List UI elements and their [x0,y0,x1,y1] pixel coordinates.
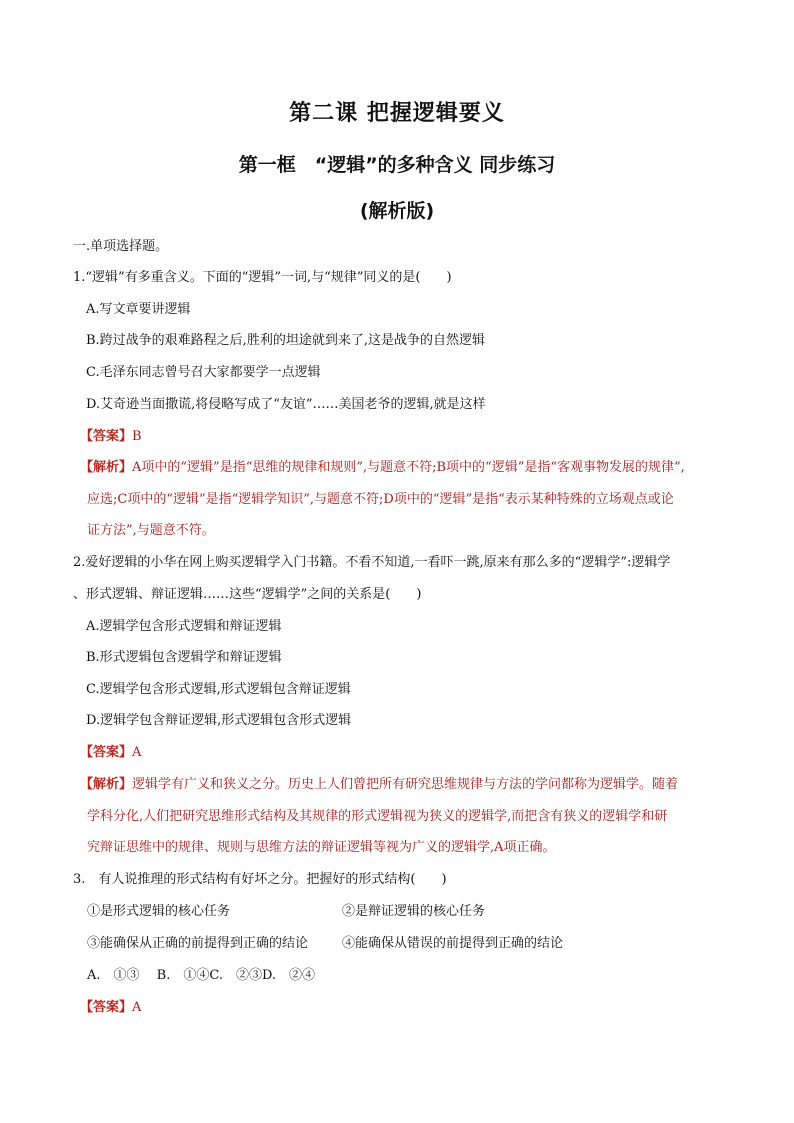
q1-answer-value: B [132,429,142,444]
q1-analysis-line-2: 应选;C项中的“逻辑”是指“逻辑学知识”,与题意不符;D项中的“逻辑”是指“表示某种特殊的立场观点或论 [87,492,674,507]
q2-analysis-line-3: 究辩证思维中的规律、规则与思维方法的辩证逻辑等视为广义的逻辑学,A项正确。 [87,840,556,855]
q1-stem: 1.“逻辑”有多重含义。下面的“逻辑”一词,与“规律”同义的是( ) [73,270,452,285]
analysis-tag: 【解析】 [80,777,133,792]
q2-stem-line-1: 2.爱好逻辑的小华在网上购买逻辑学入门书籍。不看不知道,一看吓一跳,原来有那么多的“逻辑学”:逻辑学 [73,555,671,570]
section-heading: 一.单项选择题。 [73,239,169,254]
q3-answer [80,999,141,1017]
q2-analysis-line-2: 学科分化,人们把研究思维形式结构及其规律的形式逻辑视为狭义的逻辑学,而把含有狭义的逻辑学和研 [87,809,668,824]
q2-option-d: D.逻辑学包含辩证逻辑,形式逻辑包含形式逻辑 [86,713,352,728]
analysis-tag: 【解析】 [80,460,133,475]
q2-analysis-line-1 [80,776,678,794]
q1-option-d: D.艾奇逊当面撒谎,将侵略写成了“友谊”……美国老爷的逻辑,就是这样 [86,397,486,412]
q1-option-b: B.跨过战争的艰难路程之后,胜利的坦途就到来了,这是战争的自然逻辑 [86,333,485,348]
q1-option-c: C.毛泽东同志曾号召大家都要学一点逻辑 [86,365,321,380]
q3-statement-4: ④能确保从错误的前提得到正确的结论 [342,936,564,951]
lesson-title: 第二课 把握逻辑要义 [289,101,505,126]
q2-answer-value: A [132,745,142,760]
q3-answer-value: A [132,1000,142,1015]
q1-answer [80,428,142,446]
q3-stem: 3. 有人说推理的形式结构有好坏之分。把握好的形式结构( ) [73,872,447,887]
q2-analysis-text-1: 逻辑学有广义和狭义之分。历史上人们曾把所有研究思维规律与方法的学问都称为逻辑学。随着 [132,777,679,792]
q2-option-a: A.逻辑学包含形式逻辑和辩证逻辑 [86,619,282,634]
q1-analysis-line-3: 证方法”,与题意不符。 [87,523,215,538]
answer-tag: 【答案】 [80,429,133,444]
q2-answer [80,744,141,762]
answer-tag: 【答案】 [80,745,133,760]
version-label: (解析版) [359,200,435,222]
q3-choices: A. ①③ B. ①④C. ②③D. ②④ [87,968,316,983]
q2-option-b: B.形式逻辑包含逻辑学和辩证逻辑 [86,650,282,665]
q1-option-a: A.写文章要讲逻辑 [86,302,191,317]
q3-statement-2: ②是辩证逻辑的核心任务 [342,904,486,919]
q2-option-c: C.逻辑学包含形式逻辑,形式逻辑包含辩证逻辑 [86,682,351,697]
q3-statement-3: ③能确保从正确的前提得到正确的结论 [87,936,309,951]
q3-statement-1: ①是形式逻辑的核心任务 [87,904,231,919]
q1-analysis-text-1: A项中的“逻辑”是指“思维的规律和规则”,与题意不符;B项中的“逻辑”是指“客观事物发展的规律”, [132,460,685,475]
q2-stem-line-2: 、形式逻辑、辩证逻辑……这些“逻辑学”之间的关系是( ) [73,587,422,602]
q1-analysis-line-1 [80,459,685,477]
exercise-subtitle: 第一框 “逻辑”的多种含义 同步练习 [238,154,556,176]
answer-tag: 【答案】 [80,1000,133,1015]
